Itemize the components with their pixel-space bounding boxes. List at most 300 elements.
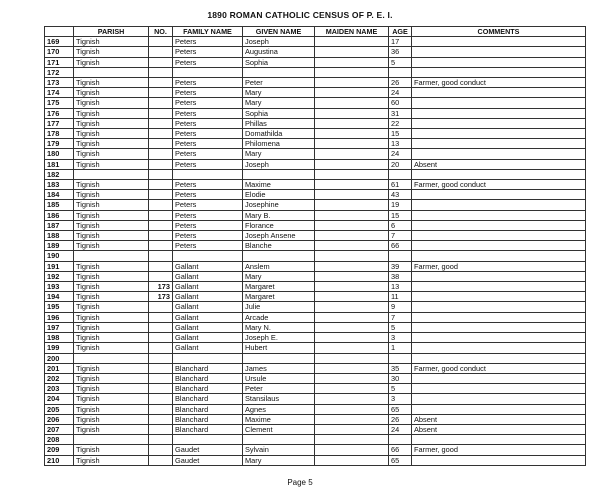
- maiden-name-cell: [315, 180, 389, 190]
- age-cell: 66: [389, 241, 412, 251]
- parish-cell: Tignish: [74, 57, 149, 67]
- row-number: 202: [45, 373, 74, 383]
- no-cell: [149, 139, 173, 149]
- maiden-name-cell: [315, 292, 389, 302]
- no-cell: [149, 302, 173, 312]
- table-row: [45, 394, 586, 404]
- comments-cell: [412, 312, 586, 322]
- age-cell: 1: [389, 343, 412, 353]
- parish-cell: Tignish: [74, 210, 149, 220]
- parish-cell: Tignish: [74, 78, 149, 88]
- age-cell: 13: [389, 139, 412, 149]
- given-name-cell: Sylvain: [243, 445, 315, 455]
- maiden-name-cell: [315, 333, 389, 343]
- maiden-name-cell: [315, 373, 389, 383]
- given-name-cell: Joseph E.: [243, 333, 315, 343]
- comments-cell: [412, 404, 586, 414]
- age-cell: 19: [389, 200, 412, 210]
- page-number: Page 5: [287, 478, 313, 487]
- parish-cell: Tignish: [74, 302, 149, 312]
- row-number: 183: [45, 180, 74, 190]
- given-name-cell: Margaret: [243, 282, 315, 292]
- row-number: 180: [45, 149, 74, 159]
- parish-cell: [74, 435, 149, 445]
- age-cell: 38: [389, 271, 412, 281]
- table-row: [45, 384, 586, 394]
- given-name-cell: Augustina: [243, 47, 315, 57]
- parish-cell: Tignish: [74, 445, 149, 455]
- table-row: [45, 292, 586, 302]
- age-cell: 7: [389, 312, 412, 322]
- maiden-name-cell: [315, 129, 389, 139]
- given-name-cell: Philomena: [243, 139, 315, 149]
- comments-cell: [412, 333, 586, 343]
- comments-cell: [412, 373, 586, 383]
- age-cell: 5: [389, 322, 412, 332]
- no-cell: [149, 88, 173, 98]
- age-cell: 3: [389, 333, 412, 343]
- parish-cell: Tignish: [74, 282, 149, 292]
- family-name-cell: Peters: [173, 139, 243, 149]
- row-number: 182: [45, 169, 74, 179]
- family-name-cell: Gallant: [173, 333, 243, 343]
- row-number: 210: [45, 455, 74, 465]
- family-name-cell: [173, 251, 243, 261]
- age-cell: 26: [389, 414, 412, 424]
- no-cell: [149, 98, 173, 108]
- header-no: NO.: [149, 27, 173, 37]
- no-cell: [149, 241, 173, 251]
- age-cell: 24: [389, 88, 412, 98]
- header-maiden-name: MAIDEN NAME: [315, 27, 389, 37]
- row-number: 192: [45, 271, 74, 281]
- given-name-cell: [243, 67, 315, 77]
- parish-cell: Tignish: [74, 394, 149, 404]
- family-name-cell: [173, 67, 243, 77]
- given-name-cell: Peter: [243, 384, 315, 394]
- given-name-cell: Anslem: [243, 261, 315, 271]
- table-row: [45, 220, 586, 230]
- row-number: 187: [45, 220, 74, 230]
- row-number: 169: [45, 37, 74, 47]
- age-cell: 13: [389, 282, 412, 292]
- table-row: [45, 241, 586, 251]
- parish-cell: Tignish: [74, 292, 149, 302]
- row-number: 178: [45, 129, 74, 139]
- family-name-cell: Blanchard: [173, 394, 243, 404]
- given-name-cell: Mary: [243, 149, 315, 159]
- header-parish: PARISH: [74, 27, 149, 37]
- comments-cell: [412, 129, 586, 139]
- no-cell: [149, 57, 173, 67]
- row-number: 175: [45, 98, 74, 108]
- parish-cell: Tignish: [74, 322, 149, 332]
- given-name-cell: Stansilaus: [243, 394, 315, 404]
- comments-cell: [412, 57, 586, 67]
- comments-cell: Farmer, good conduct: [412, 180, 586, 190]
- comments-cell: [412, 37, 586, 47]
- no-cell: [149, 261, 173, 271]
- age-cell: 66: [389, 445, 412, 455]
- maiden-name-cell: [315, 261, 389, 271]
- table-row: [45, 57, 586, 67]
- comments-cell: [412, 200, 586, 210]
- maiden-name-cell: [315, 47, 389, 57]
- comments-cell: [412, 108, 586, 118]
- age-cell: 26: [389, 78, 412, 88]
- parish-cell: [74, 169, 149, 179]
- parish-cell: Tignish: [74, 404, 149, 414]
- table-row: [45, 129, 586, 139]
- row-number: 205: [45, 404, 74, 414]
- no-cell: [149, 169, 173, 179]
- table-row: [45, 98, 586, 108]
- age-cell: 6: [389, 220, 412, 230]
- no-cell: [149, 149, 173, 159]
- maiden-name-cell: [315, 394, 389, 404]
- given-name-cell: Florance: [243, 220, 315, 230]
- age-cell: 36: [389, 47, 412, 57]
- given-name-cell: James: [243, 363, 315, 373]
- row-number: 199: [45, 343, 74, 353]
- given-name-cell: Josephine: [243, 200, 315, 210]
- given-name-cell: Joseph Ansene: [243, 231, 315, 241]
- family-name-cell: Peters: [173, 231, 243, 241]
- family-name-cell: Blanchard: [173, 404, 243, 414]
- maiden-name-cell: [315, 220, 389, 230]
- row-number: 170: [45, 47, 74, 57]
- comments-cell: [412, 88, 586, 98]
- comments-cell: [412, 98, 586, 108]
- no-cell: [149, 445, 173, 455]
- table-row: [45, 302, 586, 312]
- comments-cell: [412, 282, 586, 292]
- family-name-cell: [173, 353, 243, 363]
- family-name-cell: Peters: [173, 220, 243, 230]
- comments-cell: [412, 343, 586, 353]
- given-name-cell: Maxime: [243, 180, 315, 190]
- family-name-cell: Peters: [173, 149, 243, 159]
- table-row: [45, 210, 586, 220]
- row-number: 191: [45, 261, 74, 271]
- maiden-name-cell: [315, 384, 389, 394]
- row-number: 181: [45, 159, 74, 169]
- row-number: 208: [45, 435, 74, 445]
- given-name-cell: [243, 169, 315, 179]
- comments-cell: [412, 241, 586, 251]
- table-row: [45, 67, 586, 77]
- table-row: [45, 404, 586, 414]
- parish-cell: Tignish: [74, 118, 149, 128]
- parish-cell: Tignish: [74, 149, 149, 159]
- age-cell: 5: [389, 57, 412, 67]
- family-name-cell: Peters: [173, 159, 243, 169]
- parish-cell: Tignish: [74, 139, 149, 149]
- no-cell: [149, 424, 173, 434]
- row-number: 173: [45, 78, 74, 88]
- row-number: 201: [45, 363, 74, 373]
- given-name-cell: [243, 353, 315, 363]
- maiden-name-cell: [315, 343, 389, 353]
- family-name-cell: Peters: [173, 57, 243, 67]
- no-cell: [149, 118, 173, 128]
- age-cell: [389, 251, 412, 261]
- maiden-name-cell: [315, 149, 389, 159]
- comments-cell: [412, 435, 586, 445]
- comments-cell: [412, 47, 586, 57]
- given-name-cell: Mary: [243, 88, 315, 98]
- comments-cell: [412, 210, 586, 220]
- comments-cell: [412, 190, 586, 200]
- comments-cell: Farmer, good: [412, 445, 586, 455]
- parish-cell: Tignish: [74, 333, 149, 343]
- row-number: 195: [45, 302, 74, 312]
- maiden-name-cell: [315, 424, 389, 434]
- maiden-name-cell: [315, 108, 389, 118]
- age-cell: 11: [389, 292, 412, 302]
- row-number: 203: [45, 384, 74, 394]
- parish-cell: Tignish: [74, 271, 149, 281]
- table-row: [45, 353, 586, 363]
- given-name-cell: Maxime: [243, 414, 315, 424]
- parish-cell: Tignish: [74, 108, 149, 118]
- given-name-cell: Agnes: [243, 404, 315, 414]
- age-cell: 30: [389, 373, 412, 383]
- parish-cell: [74, 67, 149, 77]
- table-row: [45, 149, 586, 159]
- parish-cell: Tignish: [74, 384, 149, 394]
- page-title: 1890 ROMAN CATHOLIC CENSUS OF P. E. I.: [207, 10, 393, 20]
- age-cell: 61: [389, 180, 412, 190]
- family-name-cell: Peters: [173, 47, 243, 57]
- family-name-cell: Peters: [173, 200, 243, 210]
- family-name-cell: Peters: [173, 180, 243, 190]
- table-row: [45, 118, 586, 128]
- table-row: [45, 455, 586, 465]
- table-row: [45, 37, 586, 47]
- comments-cell: [412, 271, 586, 281]
- comments-cell: [412, 455, 586, 465]
- no-cell: [149, 220, 173, 230]
- given-name-cell: Margaret: [243, 292, 315, 302]
- no-cell: [149, 384, 173, 394]
- age-cell: 24: [389, 149, 412, 159]
- table-row: [45, 78, 586, 88]
- no-cell: [149, 47, 173, 57]
- given-name-cell: Clement: [243, 424, 315, 434]
- parish-cell: Tignish: [74, 159, 149, 169]
- family-name-cell: Blanchard: [173, 414, 243, 424]
- parish-cell: Tignish: [74, 363, 149, 373]
- age-cell: [389, 67, 412, 77]
- no-cell: 173: [149, 282, 173, 292]
- table-row: [45, 322, 586, 332]
- no-cell: [149, 312, 173, 322]
- family-name-cell: Gallant: [173, 271, 243, 281]
- table-row: [45, 414, 586, 424]
- age-cell: 43: [389, 190, 412, 200]
- comments-cell: [412, 394, 586, 404]
- given-name-cell: Joseph: [243, 37, 315, 47]
- comments-cell: Absent: [412, 159, 586, 169]
- parish-cell: [74, 353, 149, 363]
- age-cell: 31: [389, 108, 412, 118]
- comments-cell: Farmer, good conduct: [412, 78, 586, 88]
- age-cell: 7: [389, 231, 412, 241]
- maiden-name-cell: [315, 435, 389, 445]
- maiden-name-cell: [315, 455, 389, 465]
- given-name-cell: Hubert: [243, 343, 315, 353]
- family-name-cell: Peters: [173, 37, 243, 47]
- no-cell: [149, 455, 173, 465]
- no-cell: [149, 363, 173, 373]
- no-cell: [149, 67, 173, 77]
- maiden-name-cell: [315, 67, 389, 77]
- given-name-cell: Arcade: [243, 312, 315, 322]
- no-cell: [149, 322, 173, 332]
- age-cell: 65: [389, 455, 412, 465]
- age-cell: 65: [389, 404, 412, 414]
- family-name-cell: [173, 169, 243, 179]
- family-name-cell: Blanchard: [173, 424, 243, 434]
- no-cell: [149, 190, 173, 200]
- no-cell: [149, 394, 173, 404]
- table-row: [45, 424, 586, 434]
- family-name-cell: Gallant: [173, 343, 243, 353]
- row-number: 198: [45, 333, 74, 343]
- family-name-cell: Peters: [173, 129, 243, 139]
- parish-cell: Tignish: [74, 455, 149, 465]
- no-cell: [149, 343, 173, 353]
- comments-cell: Absent: [412, 424, 586, 434]
- family-name-cell: Peters: [173, 118, 243, 128]
- comments-cell: [412, 67, 586, 77]
- no-cell: [149, 129, 173, 139]
- comments-cell: Absent: [412, 414, 586, 424]
- family-name-cell: Gaudet: [173, 445, 243, 455]
- comments-cell: Farmer, good conduct: [412, 363, 586, 373]
- maiden-name-cell: [315, 57, 389, 67]
- comments-cell: [412, 292, 586, 302]
- maiden-name-cell: [315, 312, 389, 322]
- no-cell: [149, 404, 173, 414]
- given-name-cell: Mary: [243, 271, 315, 281]
- parish-cell: Tignish: [74, 180, 149, 190]
- table-row: [45, 312, 586, 322]
- table-row: [45, 271, 586, 281]
- no-cell: [149, 210, 173, 220]
- given-name-cell: Joseph: [243, 159, 315, 169]
- table-row: [45, 190, 586, 200]
- maiden-name-cell: [315, 353, 389, 363]
- no-cell: [149, 108, 173, 118]
- maiden-name-cell: [315, 88, 389, 98]
- family-name-cell: Peters: [173, 241, 243, 251]
- family-name-cell: Gallant: [173, 302, 243, 312]
- parish-cell: Tignish: [74, 424, 149, 434]
- age-cell: [389, 169, 412, 179]
- row-number: 186: [45, 210, 74, 220]
- comments-cell: [412, 384, 586, 394]
- no-cell: [149, 353, 173, 363]
- no-cell: [149, 435, 173, 445]
- parish-cell: Tignish: [74, 47, 149, 57]
- row-number: 188: [45, 231, 74, 241]
- no-cell: 173: [149, 292, 173, 302]
- row-number: 197: [45, 322, 74, 332]
- table-row: [45, 333, 586, 343]
- age-cell: 3: [389, 394, 412, 404]
- maiden-name-cell: [315, 322, 389, 332]
- comments-cell: [412, 169, 586, 179]
- no-cell: [149, 37, 173, 47]
- table-row: [45, 169, 586, 179]
- no-cell: [149, 180, 173, 190]
- maiden-name-cell: [315, 414, 389, 424]
- no-cell: [149, 231, 173, 241]
- row-number: 172: [45, 67, 74, 77]
- age-cell: 9: [389, 302, 412, 312]
- maiden-name-cell: [315, 404, 389, 414]
- age-cell: 35: [389, 363, 412, 373]
- family-name-cell: Gallant: [173, 292, 243, 302]
- no-cell: [149, 271, 173, 281]
- table-row: [45, 108, 586, 118]
- table-row: [45, 445, 586, 455]
- given-name-cell: Mary B.: [243, 210, 315, 220]
- age-cell: 39: [389, 261, 412, 271]
- maiden-name-cell: [315, 78, 389, 88]
- row-number: 200: [45, 353, 74, 363]
- family-name-cell: Peters: [173, 78, 243, 88]
- given-name-cell: Julie: [243, 302, 315, 312]
- parish-cell: Tignish: [74, 261, 149, 271]
- family-name-cell: Blanchard: [173, 363, 243, 373]
- row-number: 193: [45, 282, 74, 292]
- maiden-name-cell: [315, 118, 389, 128]
- no-cell: [149, 159, 173, 169]
- age-cell: [389, 435, 412, 445]
- header-given-name: GIVEN NAME: [243, 27, 315, 37]
- no-cell: [149, 251, 173, 261]
- given-name-cell: Sophia: [243, 57, 315, 67]
- family-name-cell: Blanchard: [173, 384, 243, 394]
- comments-cell: [412, 149, 586, 159]
- age-cell: 24: [389, 424, 412, 434]
- header-row: [45, 27, 586, 37]
- family-name-cell: [173, 435, 243, 445]
- maiden-name-cell: [315, 37, 389, 47]
- maiden-name-cell: [315, 363, 389, 373]
- table-row: [45, 363, 586, 373]
- no-cell: [149, 333, 173, 343]
- given-name-cell: [243, 435, 315, 445]
- maiden-name-cell: [315, 271, 389, 281]
- family-name-cell: Gaudet: [173, 455, 243, 465]
- comments-cell: [412, 322, 586, 332]
- table-row: [45, 343, 586, 353]
- table-row: [45, 47, 586, 57]
- age-cell: 15: [389, 210, 412, 220]
- table-row: [45, 159, 586, 169]
- family-name-cell: Peters: [173, 88, 243, 98]
- family-name-cell: Peters: [173, 108, 243, 118]
- row-number: 207: [45, 424, 74, 434]
- given-name-cell: Mary N.: [243, 322, 315, 332]
- row-number: 206: [45, 414, 74, 424]
- age-cell: [389, 353, 412, 363]
- comments-cell: Farmer, good: [412, 261, 586, 271]
